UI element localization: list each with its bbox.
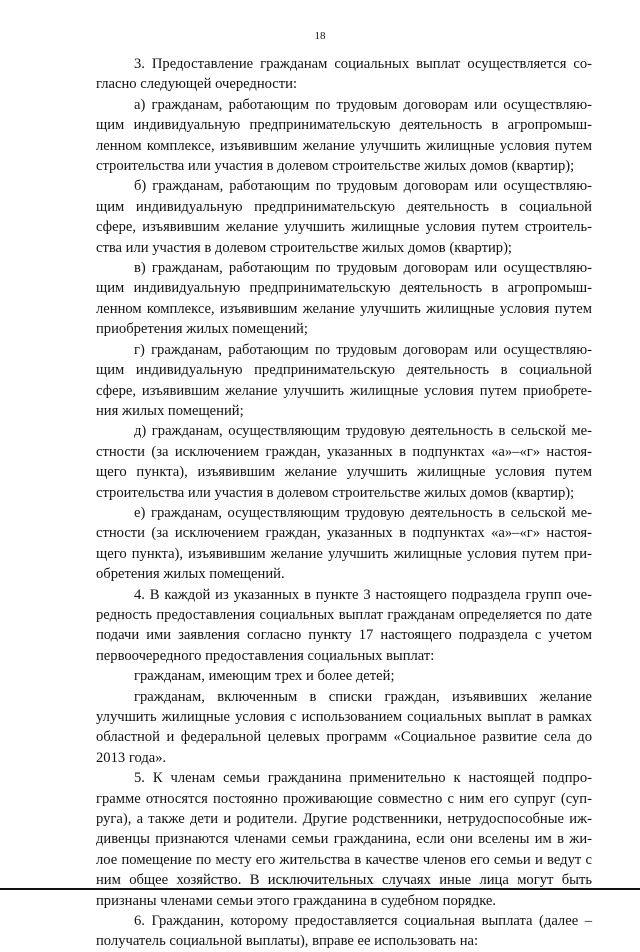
paragraph-3v: в) гражданам, работающим по трудовым договорам или осуществляющим индивидуальную предпринимательскую деятельность в агропромышленном комплексе, изъявившим желание улучшить жилищные условия путем приобретения жилых помещений; [96, 260, 592, 338]
paragraph-3e: е) гражданам, осуществляющим трудовую деятельность в сельской местности (за исключением граждан, указанных в подпунктах «а»–«г» настоящего пункта), изъявившим желание улучшить жилищные условия путем приобретения жилых помещений. [96, 504, 592, 583]
paragraph-3g: г) гражданам, работающим по трудовым договорам или осуществляющим индивидуальную предпринимательскую деятельность в социальной сфере, изъявившим желание улучшить жилищные условия путем приобретения жилых помещений; [96, 341, 592, 419]
paragraph-4-item-2: гражданам, включенным в списки граждан, изъявивших желание улучшить жилищные условия с использованием социальных выплат в рамках областной и федеральной целевых программ «Социальное развитие села до 2013 года». [96, 688, 592, 766]
document-body [96, 54, 592, 952]
paragraph-3a: а) гражданам, работающим по трудовым договорам или осуществляющим индивидуальную предпринимательскую деятельность в агропромышленном комплексе, изъявившим желание улучшить жилищные условия путем строительства или участия в долевом строительстве жилых домов (квартир); [96, 96, 592, 175]
paragraph-5: 5. К членам семьи гражданина применительно к настоящей подпрограмме относятся постоянно проживающие совместно с ним его супруг (супруга), а также дети и родители. Другие родственники, нетрудоспособные иждивенцы признаются членами семьи гражданина, если они вселены им в жилое помещение по месту его жительства в качестве членов его семьи и ведут с ним общее хозяйство. В исключительных случаях иные лица могут быть признаны членами семьи этого гражданина в судебном порядке. [96, 770, 592, 909]
paragraph-3d: д) гражданам, осуществляющим трудовую деятельность в сельской местности (за исключением граждан, указанных в подпунктах «а»–«г» настоящего пункта), изъявившим желание улучшить жилищные условия путем строительства или участия в долевом строительстве жилых домов (квартир); [96, 423, 592, 501]
paragraph-6: 6. Гражданин, которому предоставляется социальная выплата (далее – получатель социальной выплаты), вправе ее использовать на: [96, 913, 592, 950]
page-number: 18 [314, 30, 326, 42]
paragraph-3: 3. Предоставление гражданам социальных выплат осуществляется согласно следующей очередности: [96, 56, 592, 93]
paragraph-3b: б) гражданам, работающим по трудовым договорам или осуществляющим индивидуальную предпринимательскую деятельность в социальной сфере, изъявившим желание улучшить жилищные условия путем строительства или участия в долевом строительстве жилых домов (квартир); [96, 178, 592, 256]
paragraph-4: 4. В каждой из указанных в пункте 3 настоящего подраздела групп очередность предоставления социальных выплат гражданам определяется по дате подачи ими заявления согласно пункту 17 настоящего подраздела с учетом первоочередного предоставления социальных выплат: [96, 586, 592, 664]
scan-bottom-edge [0, 888, 640, 890]
paragraph-4-item-1: гражданам, имеющим трех и более детей; [134, 668, 395, 685]
